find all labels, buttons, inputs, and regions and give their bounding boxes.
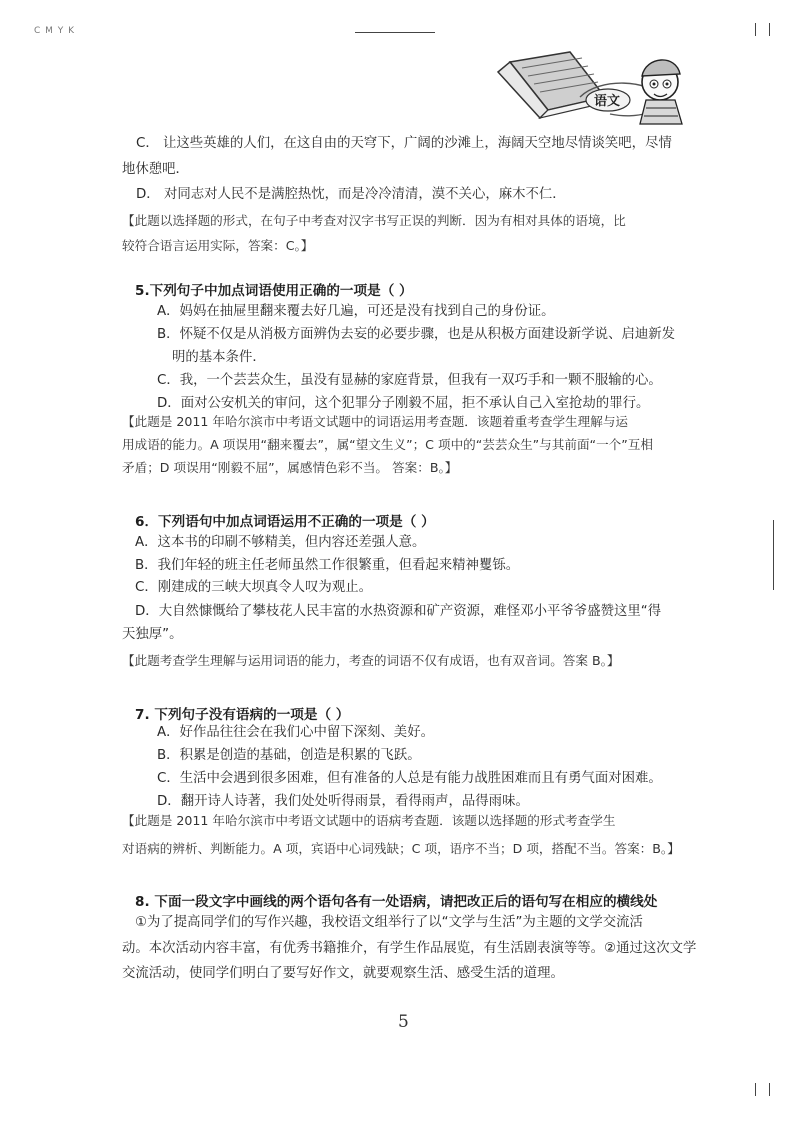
page-number: 5	[398, 1012, 409, 1032]
q5-option-d: D．面对公安机关的审问，这个犯罪分子刚毅不屈，拒不承认自己入室抢劫的罪行。	[157, 396, 650, 411]
q5-explanation-line1: 【此题是 2011 年哈尔滨市中考语文试题中的词语运用考查题．该题着重考查学生理解与运	[122, 414, 629, 429]
subject-badge-illustration	[470, 42, 710, 132]
q5-option-b-line1: B．怀疑不仅是从消极方面辨伪去妄的必要步骤，也是从积极方面建设新学说、启迪新发	[157, 327, 676, 342]
q4-option-c-line2: 地休憩吧．	[122, 162, 189, 177]
q4-explanation-line1: 【此题以选择题的形式，在句子中考查对汉字书写正误的判断．因为有相对具体的语境，比	[122, 213, 626, 228]
q6-option-d-line2: 天独厚”。	[122, 627, 183, 642]
q6-stem: 6．下列语句中加点词语运用不正确的一项是（ ）	[135, 514, 435, 530]
print-marks: C M Y K	[34, 26, 76, 36]
crop-mark-top-2	[769, 23, 770, 36]
q4-explanation-line2: 较符合语言运用实际，答案：C。】	[122, 238, 314, 253]
badge-label: 语文	[594, 94, 621, 109]
q8-passage-line2: 动。本次活动内容丰富，有优秀书籍推介，有学生作品展览，有生活剧表演等等。②通过这次文学	[122, 941, 697, 956]
q8-passage-line1: ①为了提高同学们的写作兴趣，我校语文组举行了以“文学与生活”为主题的文学交流活	[135, 915, 643, 930]
crop-mark-top-1	[755, 23, 756, 36]
q8-passage-line3: 交流活动，使同学们明白了要写好作文，就要观察生活、感受生活的道理。	[122, 966, 564, 981]
q7-explanation-line1: 【此题是 2011 年哈尔滨市中考语文试题中的语病考查题．该题以选择题的形式考查学生	[122, 813, 616, 828]
q7-explanation-line2: 对语病的辨析、判断能力。A 项，宾语中心词残缺；C 项，语序不当；D 项，搭配不当。答案：B。】	[122, 841, 680, 856]
q6-option-a: A．这本书的印刷不够精美，但内容还差强人意。	[135, 535, 426, 550]
header-rule	[355, 32, 435, 33]
q6-option-c: C．刚建成的三峡大坝真令人叹为观止。	[135, 580, 372, 595]
q6-option-b: B．我们年轻的班主任老师虽然工作很繁重，但看起来精神矍铄。	[135, 558, 520, 573]
q7-option-a: A．好作品往往会在我们心中留下深刻、美好。	[157, 725, 434, 740]
crop-mark-bottom-1	[755, 1083, 756, 1096]
q8-stem: 8. 下面一段文字中画线的两个语句各有一处语病，请把改正后的语句写在相应的横线处	[135, 894, 658, 910]
q5-option-a: A．妈妈在抽屉里翻来覆去好几遍，可还是没有找到自己的身份证。	[157, 304, 555, 319]
right-margin-mark	[773, 520, 774, 590]
q5-explanation-line2: 用成语的能力。A 项误用“翻来覆去”，属“望文生义”；C 项中的“芸芸众生”与其前面“一个”互相	[122, 437, 653, 452]
q7-option-b: B．积累是创造的基础，创造是积累的飞跃。	[157, 748, 421, 763]
q5-explanation-line3: 矛盾；D 项误用“刚毅不屈”，属感情色彩不当。 答案：B。】	[122, 460, 458, 475]
q5-stem: 5.下列句子中加点词语使用正确的一项是（ ）	[135, 283, 413, 299]
q4-option-d: D． 对同志对人民不是满腔热忱，而是冷冷清清，漠不关心，麻木不仁．	[136, 187, 566, 202]
q6-option-d-line1: D．大自然慷慨给了攀枝花人民丰富的水热资源和矿产资源，难怪邓小平爷爷盛赞这里“得	[135, 604, 662, 619]
q7-option-c: C．生活中会遇到很多困难，但有准备的人总是有能力战胜困难而且有勇气面对困难。	[157, 771, 662, 786]
crop-mark-bottom-2	[769, 1083, 770, 1096]
q5-option-c: C．我，一个芸芸众生，虽没有显赫的家庭背景，但我有一双巧手和一颗不服输的心。	[157, 373, 662, 388]
q4-option-c-line1: C． 让这些英雄的人们，在这自由的天穹下，广阔的沙滩上，海阔天空地尽情谈笑吧，尽情	[136, 136, 672, 151]
q6-explanation: 【此题考查学生理解与运用词语的能力，考查的词语不仅有成语，也有双音词。答案 B。】	[122, 653, 620, 668]
q7-option-d: D．翻开诗人诗著，我们处处听得雨景，看得雨声，品得雨味。	[157, 794, 529, 809]
q5-option-b-line2: 明的基本条件．	[172, 350, 266, 365]
open-book-icon	[498, 52, 605, 118]
cartoon-boy-icon	[640, 60, 682, 124]
q7-stem: 7. 下列句子没有语病的一项是（ ）	[135, 707, 350, 723]
